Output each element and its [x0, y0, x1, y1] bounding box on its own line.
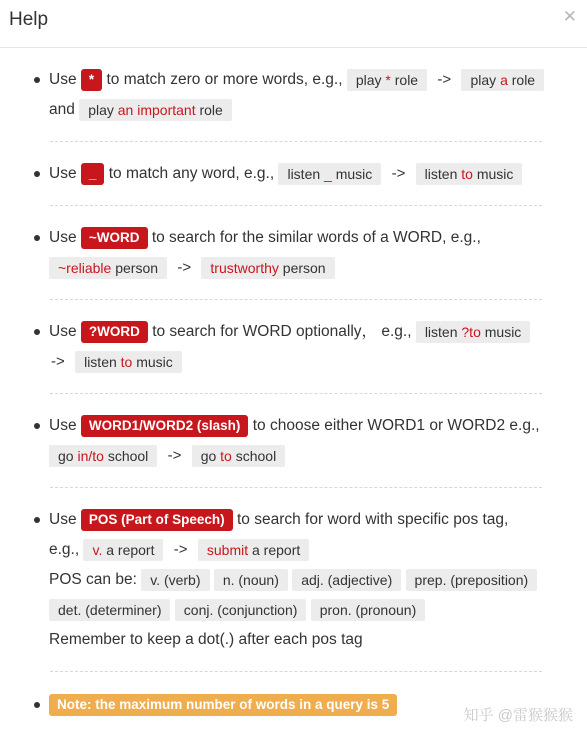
bullet	[34, 77, 40, 83]
s6-line2	[49, 538, 309, 562]
arrow: ->	[177, 259, 192, 276]
example-chip[interactable]: ~reliable person	[49, 257, 167, 279]
use-text: Use	[49, 229, 77, 246]
pos-chip-noun[interactable]: n. (noun)	[214, 569, 288, 591]
desc-text: to match zero or more words, e.g.,	[106, 71, 343, 88]
example-chip[interactable]: v. a report	[83, 539, 163, 561]
eg-text: e.g.,	[49, 541, 80, 558]
syntax-tag-tilde: ~WORD	[81, 227, 148, 249]
example-chip[interactable]: play a role	[461, 69, 544, 91]
desc-text: to search for word with specific pos tag,	[236, 511, 509, 528]
s4-line2	[49, 350, 182, 374]
divider	[50, 205, 542, 206]
note-line	[49, 693, 397, 717]
example-chip[interactable]: play * role	[347, 69, 427, 91]
syntax-tag-pos: POS (Part of Speech)	[81, 509, 233, 531]
s4-line1	[49, 320, 530, 344]
s1-line2	[49, 98, 232, 122]
arrow: ->	[391, 165, 406, 182]
s6-line5	[49, 628, 363, 652]
s2-line1	[49, 162, 522, 186]
close-icon[interactable]: ✕	[562, 7, 577, 26]
pos-chip-conjunction[interactable]: conj. (conjunction)	[175, 599, 307, 621]
syntax-tag-star: *	[81, 69, 102, 91]
pos-chip-verb[interactable]: v. (verb)	[141, 569, 209, 591]
bullet	[34, 329, 40, 335]
bullet	[34, 235, 40, 241]
s1-line1	[49, 68, 544, 92]
divider	[50, 141, 542, 142]
s3-line1	[49, 226, 481, 250]
example-chip[interactable]: listen ?to music	[416, 321, 531, 343]
divider	[50, 393, 542, 394]
use-text: Use	[49, 511, 77, 528]
desc-text: to search for the similar words of a WORD, e.g.,	[151, 229, 481, 246]
divider	[50, 299, 542, 300]
dialog-title: Help	[9, 9, 49, 30]
example-chip[interactable]: listen to music	[416, 163, 523, 185]
divider	[50, 671, 542, 672]
s3-line2	[49, 256, 335, 280]
dialog-header	[0, 0, 587, 48]
example-chip[interactable]: trustworthy person	[201, 257, 334, 279]
example-chip[interactable]: play an important role	[79, 99, 232, 121]
and-text: and	[49, 101, 75, 118]
s6-line3	[49, 568, 537, 592]
example-chip[interactable]: go in/to school	[49, 445, 157, 467]
use-text: Use	[49, 323, 77, 340]
example-chip[interactable]: listen to music	[75, 351, 182, 373]
use-text: Use	[49, 71, 77, 88]
arrow: ->	[173, 541, 188, 558]
s5-line1	[49, 414, 540, 438]
note-badge: Note: the maximum number of words in a query is 5	[49, 694, 397, 716]
pos-chip-pronoun[interactable]: pron. (pronoun)	[311, 599, 426, 621]
example-chip[interactable]: submit a report	[198, 539, 309, 561]
reminder-text: Remember to keep a dot(.) after each pos tag	[49, 631, 363, 648]
syntax-tag-question: ?WORD	[81, 321, 148, 343]
arrow: ->	[51, 353, 65, 370]
s6-line1	[49, 508, 508, 532]
use-text: Use	[49, 417, 77, 434]
pos-chip-preposition[interactable]: prep. (preposition)	[406, 569, 538, 591]
desc-text: to search for WORD optionally， e.g.,	[152, 323, 412, 340]
use-text: Use	[49, 165, 77, 182]
arrow: ->	[167, 447, 182, 464]
pos-label: POS can be:	[49, 571, 137, 588]
watermark: 知乎 @雷猴猴猴	[463, 707, 573, 724]
bullet	[34, 517, 40, 523]
s6-line4	[49, 598, 425, 622]
example-chip[interactable]: listen _ music	[278, 163, 381, 185]
syntax-tag-underscore: _	[81, 163, 105, 185]
arrow: ->	[437, 71, 452, 88]
desc-text: to match any word, e.g.,	[108, 165, 275, 182]
desc-text: to choose either WORD1 or WORD2 e.g.,	[252, 417, 540, 434]
divider	[50, 487, 542, 488]
s5-line2	[49, 444, 285, 468]
pos-chip-adjective[interactable]: adj. (adjective)	[292, 569, 401, 591]
bullet	[34, 171, 40, 177]
bullet	[34, 702, 40, 708]
example-chip[interactable]: go to school	[192, 445, 286, 467]
bullet	[34, 423, 40, 429]
pos-chip-determiner[interactable]: det. (determiner)	[49, 599, 170, 621]
syntax-tag-slash: WORD1/WORD2 (slash)	[81, 415, 249, 437]
